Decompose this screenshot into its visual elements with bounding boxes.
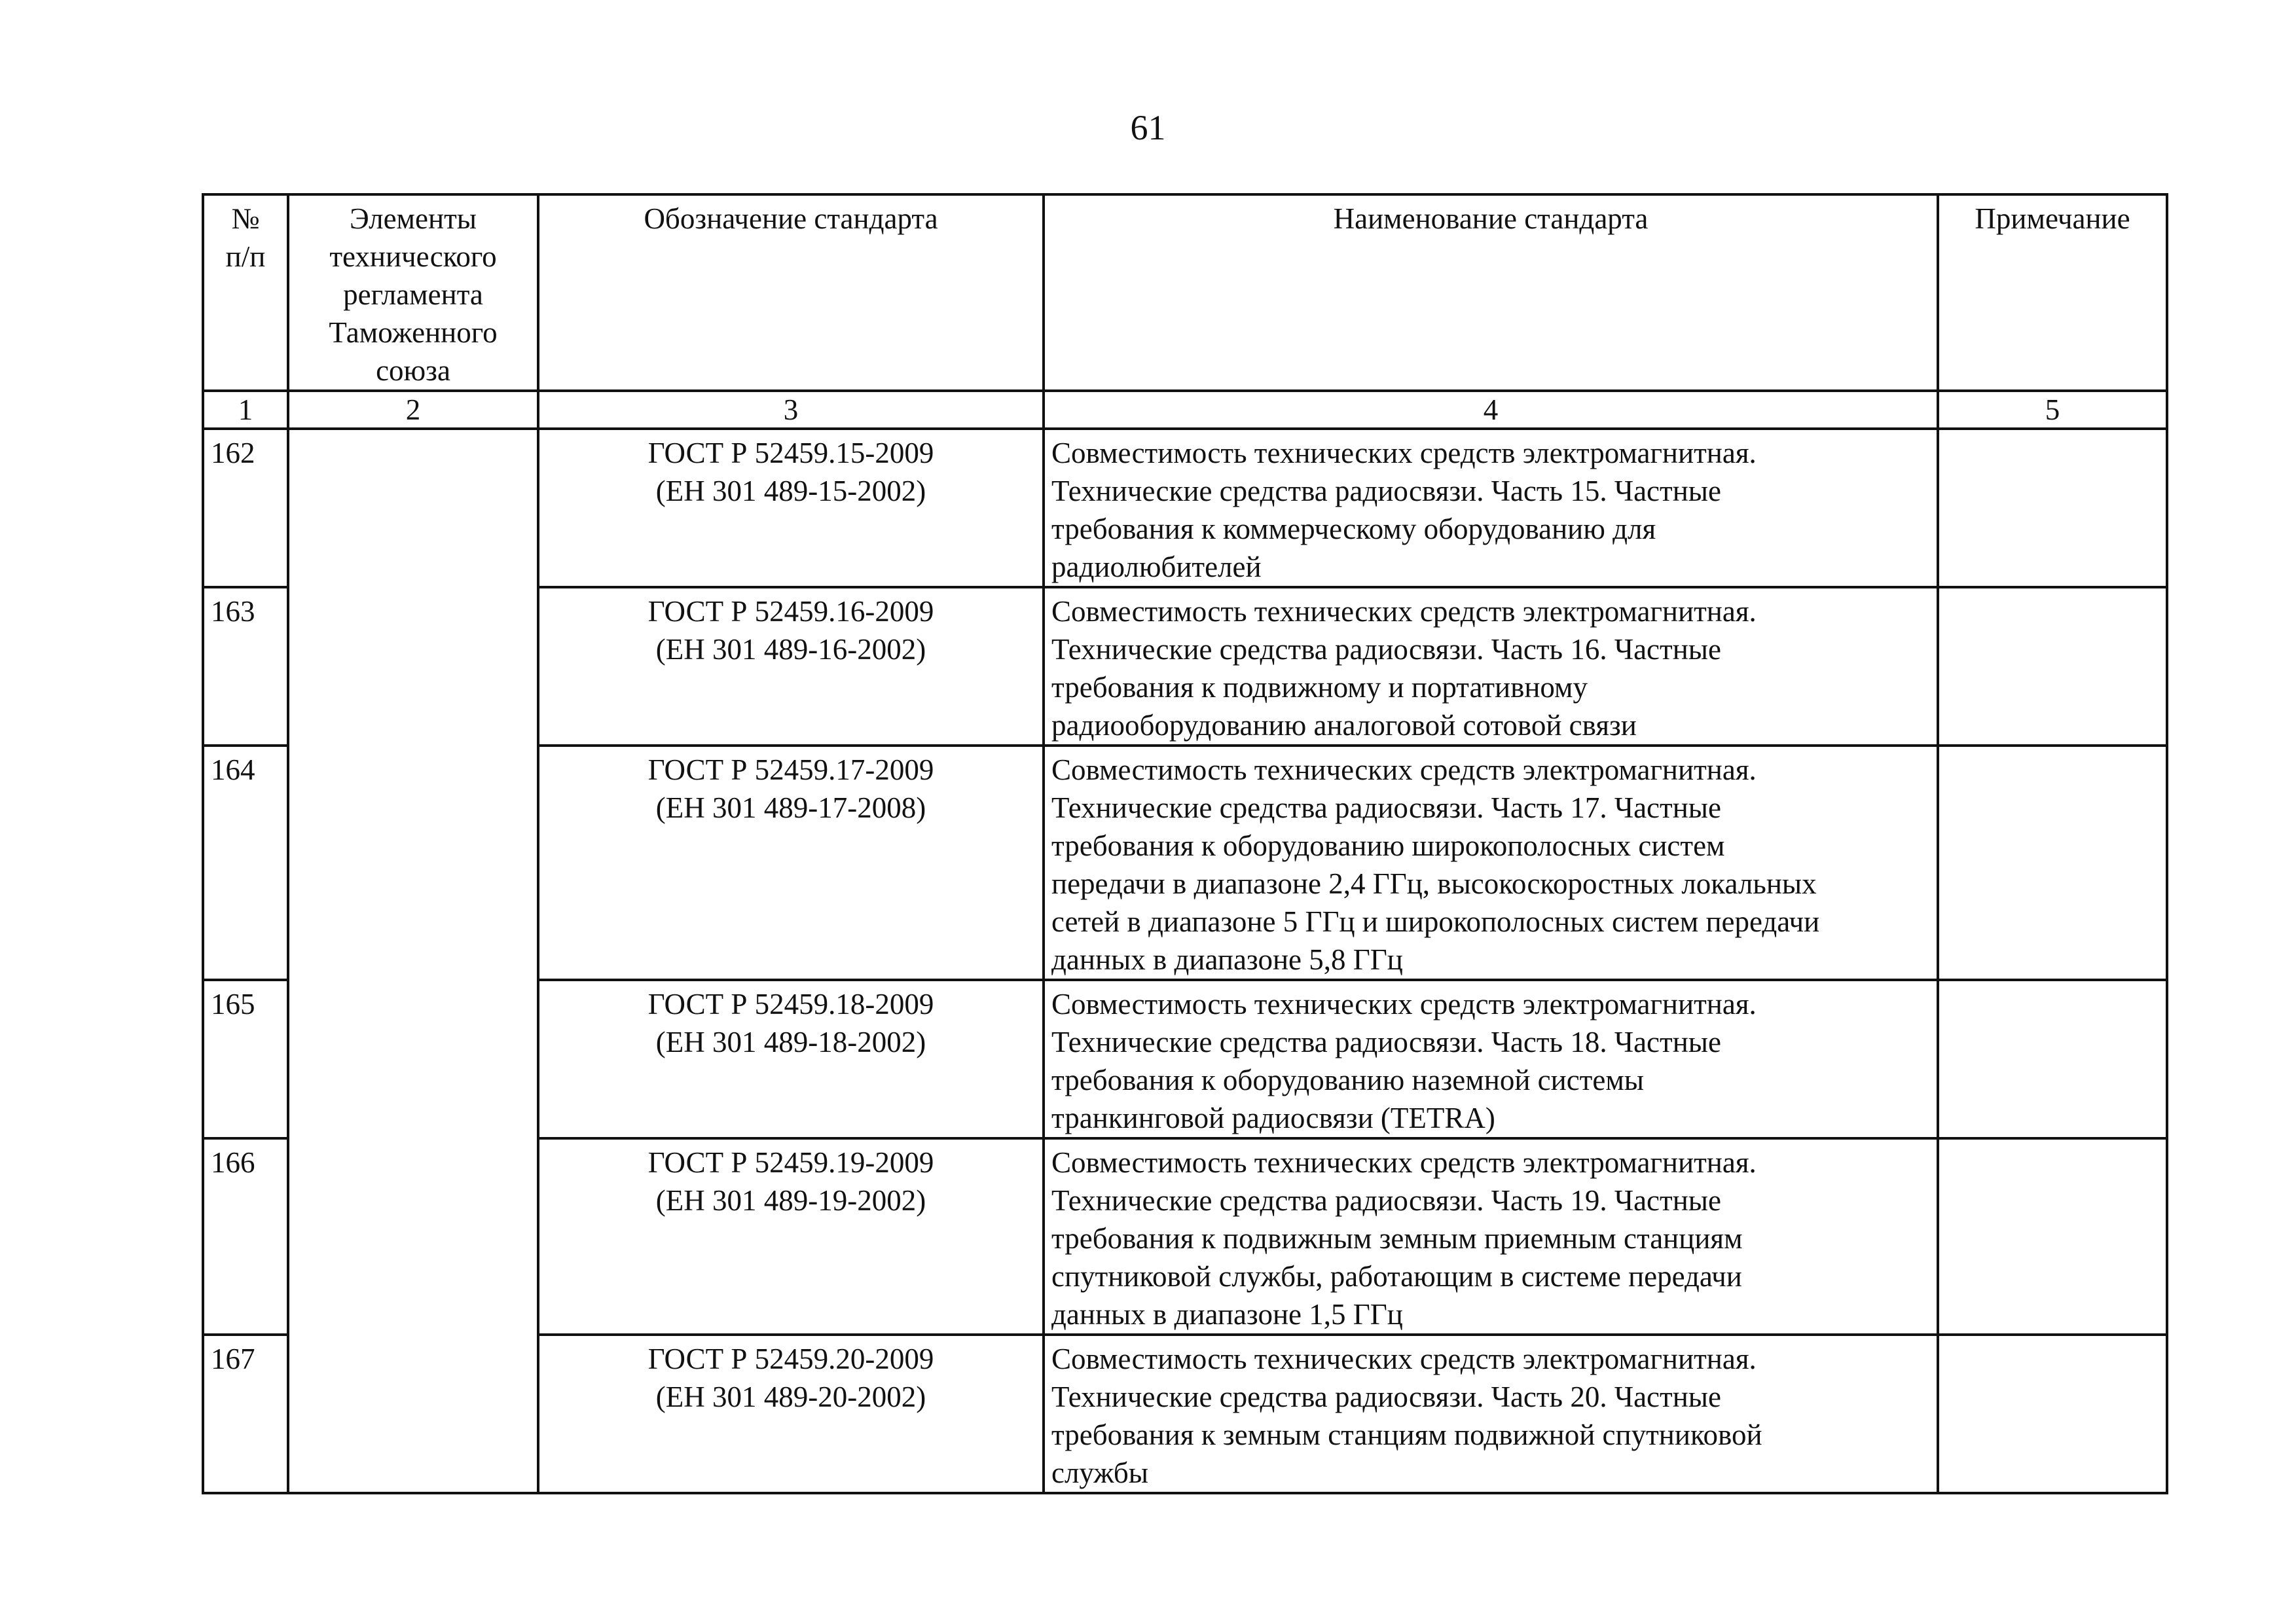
header-elements-line: регламента (343, 278, 483, 311)
name-line: требования к оборудованию наземной системы (1051, 1064, 1645, 1096)
row-name (1044, 429, 1938, 587)
name-line: Совместимость технических средств электромагнитная. (1051, 1343, 1757, 1375)
name-line: службы (1051, 1456, 1148, 1489)
header-elements-line: союза (376, 354, 450, 387)
column-number: 1 (203, 391, 288, 429)
name-line: требования к оборудованию широкополосных систем (1051, 829, 1725, 862)
header-designation: Обозначение стандарта (538, 194, 1044, 391)
header-no-line: п/п (225, 240, 266, 273)
page-number: 61 (1130, 108, 1166, 147)
name-line: Совместимость технических средств электромагнитная. (1051, 437, 1757, 469)
header-elements (288, 194, 538, 391)
name-line: Совместимость технических средств электромагнитная. (1051, 1146, 1757, 1179)
table-row (203, 429, 2167, 587)
row-note (1938, 429, 2167, 587)
name-line: сетей в диапазоне 5 ГГц и широкополосных систем передачи (1051, 905, 1820, 938)
column-number: 4 (1044, 391, 1938, 429)
header-elements-line: технического (329, 240, 497, 273)
row-name (1044, 1335, 1938, 1493)
row-designation (538, 1138, 1044, 1335)
name-line: Совместимость технических средств электромагнитная. (1051, 988, 1757, 1020)
row-note (1938, 1138, 2167, 1335)
name-line: Технические средства радиосвязи. Часть 19. Частные (1051, 1184, 1721, 1217)
column-number: 2 (288, 391, 538, 429)
row-no: 162 (203, 429, 288, 587)
name-line: Технические средства радиосвязи. Часть 20. Частные (1051, 1380, 1721, 1413)
name-line: требования к подвижному и портативному (1051, 671, 1588, 704)
row-note (1938, 587, 2167, 746)
row-no: 164 (203, 746, 288, 980)
row-note (1938, 1335, 2167, 1493)
designation-line: ГОСТ Р 52459.16-2009 (647, 595, 934, 628)
name-line: Совместимость технических средств электромагнитная. (1051, 595, 1757, 628)
header-name: Наименование стандарта (1044, 194, 1938, 391)
header-no (203, 194, 288, 391)
name-line: Технические средства радиосвязи. Часть 17. Частные (1051, 791, 1721, 824)
row-designation (538, 429, 1044, 587)
row-no: 167 (203, 1335, 288, 1493)
elements-cell (288, 429, 538, 1493)
name-line: транкинговой радиосвязи (TETRA) (1051, 1102, 1495, 1134)
row-no: 163 (203, 587, 288, 746)
designation-line: ГОСТ Р 52459.17-2009 (647, 753, 934, 786)
designation-line: (ЕН 301 489-20-2002) (655, 1380, 926, 1413)
name-line: Совместимость технических средств электромагнитная. (1051, 753, 1757, 786)
designation-line: (ЕН 301 489-16-2002) (655, 633, 926, 666)
row-note (1938, 980, 2167, 1138)
standards-table (202, 193, 2168, 1494)
row-note (1938, 746, 2167, 980)
name-line: данных в диапазоне 5,8 ГГц (1051, 943, 1403, 976)
designation-line: (ЕН 301 489-15-2002) (655, 475, 926, 507)
table-header-row (203, 194, 2167, 391)
designation-line: ГОСТ Р 52459.15-2009 (647, 437, 934, 469)
row-designation (538, 980, 1044, 1138)
row-name (1044, 1138, 1938, 1335)
row-designation (538, 1335, 1044, 1493)
name-line: Технические средства радиосвязи. Часть 15. Частные (1051, 475, 1721, 507)
column-number: 5 (1938, 391, 2167, 429)
row-designation (538, 746, 1044, 980)
row-no: 165 (203, 980, 288, 1138)
row-name (1044, 980, 1938, 1138)
column-numbers-row (203, 391, 2167, 429)
name-line: радиолюбителей (1051, 550, 1262, 583)
row-no: 166 (203, 1138, 288, 1335)
row-designation (538, 587, 1044, 746)
designation-line: (ЕН 301 489-17-2008) (655, 791, 926, 824)
header-note: Примечание (1938, 194, 2167, 391)
designation-line: ГОСТ Р 52459.18-2009 (647, 988, 934, 1020)
name-line: требования к подвижным земным приемным станциям (1051, 1222, 1743, 1255)
column-number: 3 (538, 391, 1044, 429)
name-line: Технические средства радиосвязи. Часть 18. Частные (1051, 1026, 1721, 1058)
name-line: требования к коммерческому оборудованию для (1051, 513, 1656, 545)
name-line: передачи в диапазоне 2,4 ГГц, высокоскоростных локальных (1051, 867, 1817, 900)
header-elements-line: Элементы (350, 202, 477, 235)
designation-line: ГОСТ Р 52459.20-2009 (647, 1343, 934, 1375)
name-line: данных в диапазоне 1,5 ГГц (1051, 1298, 1403, 1331)
designation-line: ГОСТ Р 52459.19-2009 (647, 1146, 934, 1179)
header-no-line: № (231, 202, 260, 235)
row-name (1044, 587, 1938, 746)
name-line: требования к земным станциям подвижной спутниковой (1051, 1418, 1762, 1451)
designation-line: (ЕН 301 489-19-2002) (655, 1184, 926, 1217)
name-line: Технические средства радиосвязи. Часть 16. Частные (1051, 633, 1721, 666)
name-line: спутниковой службы, работающим в системе передачи (1051, 1260, 1742, 1293)
row-name (1044, 746, 1938, 980)
header-elements-line: Таможенного (329, 316, 498, 349)
designation-line: (ЕН 301 489-18-2002) (655, 1026, 926, 1058)
name-line: радиооборудованию аналоговой сотовой связи (1051, 709, 1637, 742)
